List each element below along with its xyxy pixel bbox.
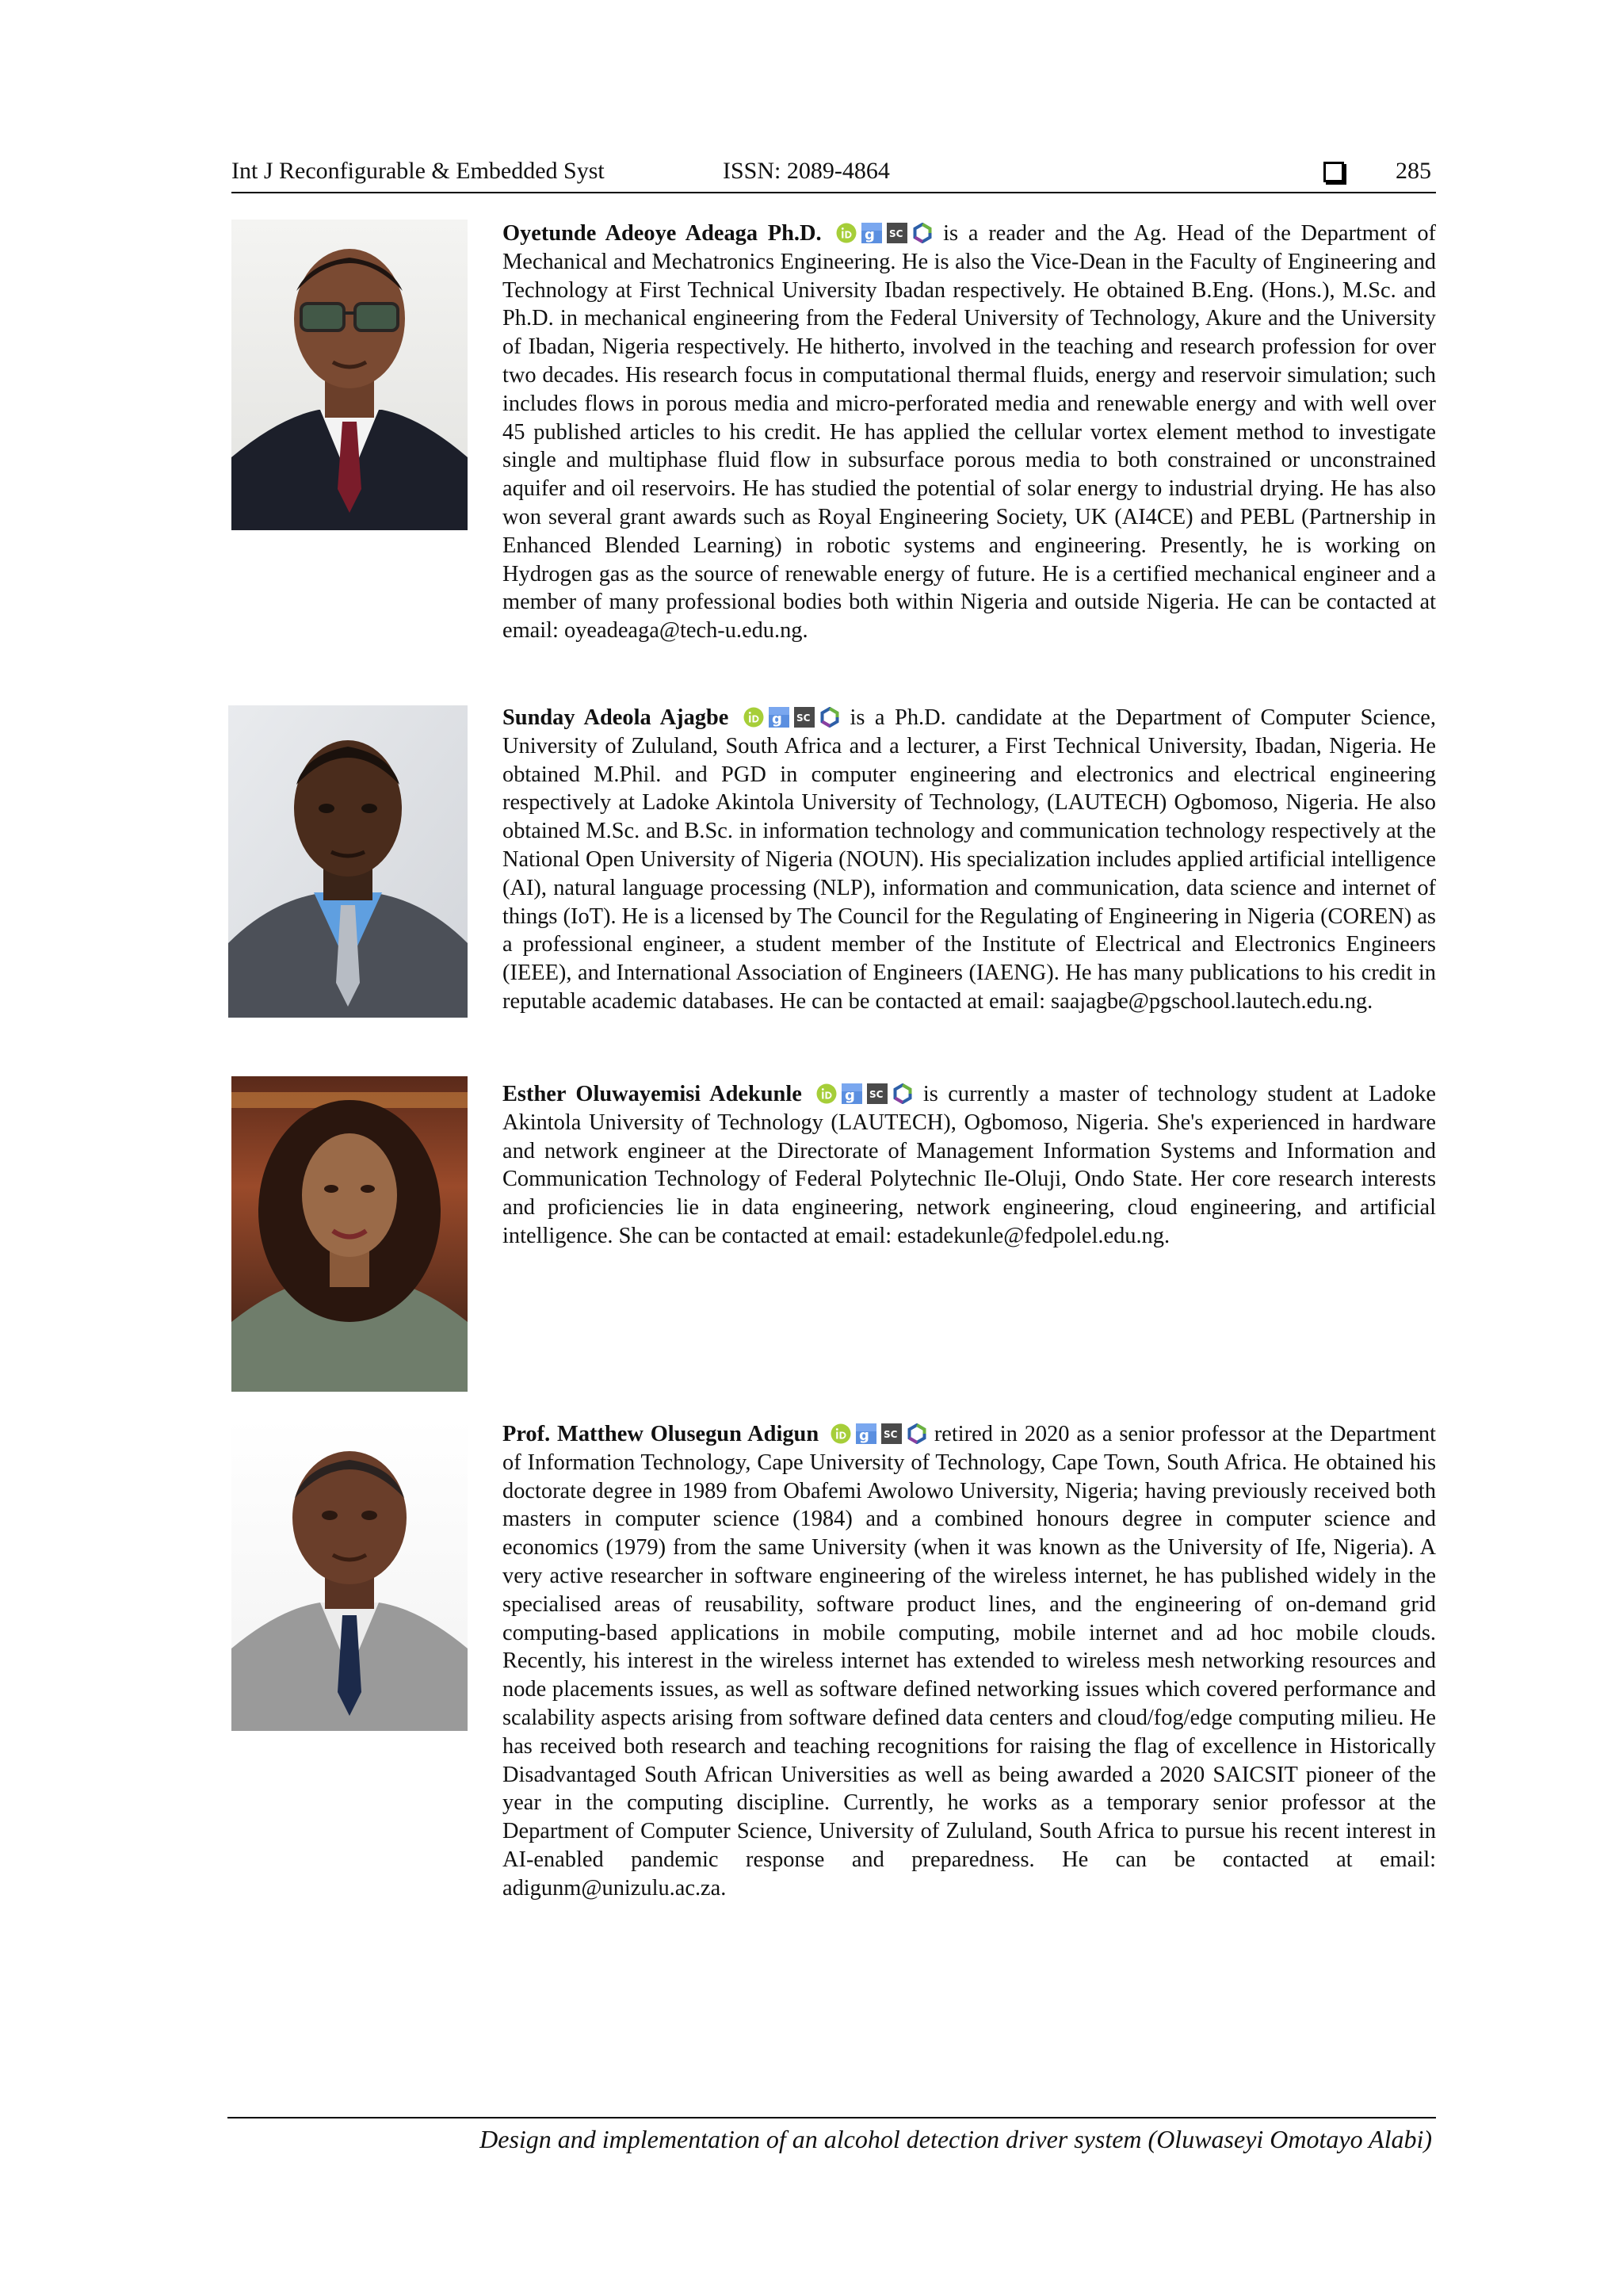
publons-icon[interactable] [912,223,933,243]
page-number: 285 [1396,158,1431,184]
footer-rule [227,2117,1436,2118]
google-scholar-icon[interactable] [861,223,882,243]
publons-icon[interactable] [819,707,840,728]
issn: ISSN: 2089-4864 [723,158,890,184]
author-photo-4 [231,1419,468,1731]
scopus-icon[interactable] [794,707,815,728]
orcid-icon[interactable] [816,1083,837,1104]
author-bio-text-1: is a reader and the Ag. Head of the Department of Mechanical and Mechatronics Engineering. He is also the Vice-Dean in the Faculty of Engineering and Technology at First Technical University Ibadan respectively. He obtained B.Eng. (Hons.), M.Sc. and Ph.D. in mechanical engineering from the Federal University of Technology, Akure and the University of Ibadan, Nigeria respectively. He hitherto, involved in the teaching and research profession for over two decades. His research focus in computational thermal fluids, energy and reservoir simulation; such includes flows in porous media and micro-perforated media and renewable energy and with well over 45 published articles to his credit. He has applied the cellular vortex element method to investigate single and multiphase fluid flow in subsurface porous media to both constrained or unconstrained aquifer and oil reservoirs. He has studied the potential of solar energy to industrial drying. He has also won several grant awards such as Royal Engineering Society, UK (AI4CE) and PEBL (Partnership in Enhanced Blended Learning) in robotic systems and engineering. Presently, he is working on Hydrogen gas as the source of renewable energy of future. He is a certified mechanical engineer and a member of many professional bodies both within Nigeria and outside Nigeria. He can be contacted at email: oyeadeaga@tech-u.edu.ng. [502,221,1436,644]
google-scholar-icon[interactable] [769,707,789,728]
orcid-icon[interactable] [831,1423,851,1444]
running-header [231,155,1436,193]
scopus-icon[interactable] [887,223,907,243]
orcid-icon[interactable] [836,223,857,243]
google-scholar-icon[interactable] [856,1423,876,1444]
publons-icon[interactable] [907,1423,927,1444]
google-scholar-icon[interactable] [842,1083,862,1104]
scopus-icon[interactable] [881,1423,902,1444]
publons-icon[interactable] [892,1083,913,1104]
author-name-4: Prof. Matthew Olusegun Adigun [502,1422,819,1446]
orcid-icon[interactable] [743,707,764,728]
running-footer: Design and implementation of an alcohol detection driver system (Oluwaseyi Omotayo Alabi) [479,2125,1432,2153]
author-photo-1 [231,220,468,530]
author-bio-text-3: is currently a master of technology student at Ladoke Akintola University of Technology (LAUTECH), Ogbomoso, Nigeria. She's experienced in hardware and network engineer at the Directorate of Management Information Systems and Information and Communication Technology of Federal Polytechnic Ile-Oluji, Ondo State. Her core research interests and proficiencies lie in data engineering, network engineering, cloud engineering, and artificial intelligence. She can be contacted at email: estadekunle@fedpolel.edu.ng. [502,1082,1436,1248]
author-photo-2 [228,705,468,1018]
author-bio-text-4: retired in 2020 as a senior professor at the Department of Information Technology, Cape University of Technology, Cape Town, South Africa. He obtained his doctorate degree in 1989 from Obafemi Awolowo University, Nigeria; having previously received both masters in computer science (1984) and a combined honours degree in computer science and economics (1979) from the same University (when it was known as the University of Ife, Nigeria). A very active researcher in software engineering of the wireless internet, he has published widely in the specialised areas of reusability, software product lines, and the engineering of on-demand grid computing-based applications in mobile computing, mobile internet and ad hoc mobile clouds. Recently, his interest in the wireless internet has extended to wireless mesh networking resources and node placements issues, as well as software defined networking issues which covered performance and scalability aspects arising from software defined data centers and cloud/fog/edge computing milieu. He has received both research and teaching recognitions for raising the flag of excellence in Historically Disadvantaged South African Universities as well as being awarded a 2020 SAICSIT pioneer of the year in the computing discipline. Currently, he works as a temporary senior professor at the Department of Computer Science, University of Zululand, South Africa to pursue his recent interest in AI-enabled pandemic response and preparedness. He can be contacted at email: adigunm@unizulu.ac.za. [502,1422,1436,1901]
author-name-1: Oyetunde Adeoye Adeaga Ph.D. [502,221,822,246]
author-photo-3 [231,1076,468,1392]
journal-name: Int J Reconfigurable & Embedded Syst [231,158,605,184]
author-bio-text-2: is a Ph.D. candidate at the Department of Computer Science, University of Zululand, South Africa and a lecturer, a First Technical University, Ibadan, Nigeria. He obtained M.Phil. and PGD in computer engineering and electronics and electrical engineering respectively at Ladoke Akintola University of Technology, (LAUTECH) Ogbomoso, Nigeria. He also obtained M.Sc. and B.Sc. in information technology and communication technology respectively at the National Open University of Nigeria (NOUN). His specialization includes applied artificial intelligence (AI), natural language processing (NLP), information and communication, data science and internet of things (IoT). He is a licensed by The Council for the Regulating of Engineering in Nigeria (COREN) as a professional engineer, a student member of the Institute of Electrical and Electronics Engineers (IEEE), and International Association of Engineers (IAENG). He has many publications to his credit in reputable academic databases. He can be contacted at email: saajagbe@pgschool.lautech.edu.ng. [502,705,1436,1014]
scopus-icon[interactable] [867,1083,888,1104]
author-name-3: Esther Oluwayemisi Adekunle [502,1082,802,1106]
square-bullet-icon [1323,162,1344,182]
author-name-2: Sunday Adeola Ajagbe [502,705,729,730]
